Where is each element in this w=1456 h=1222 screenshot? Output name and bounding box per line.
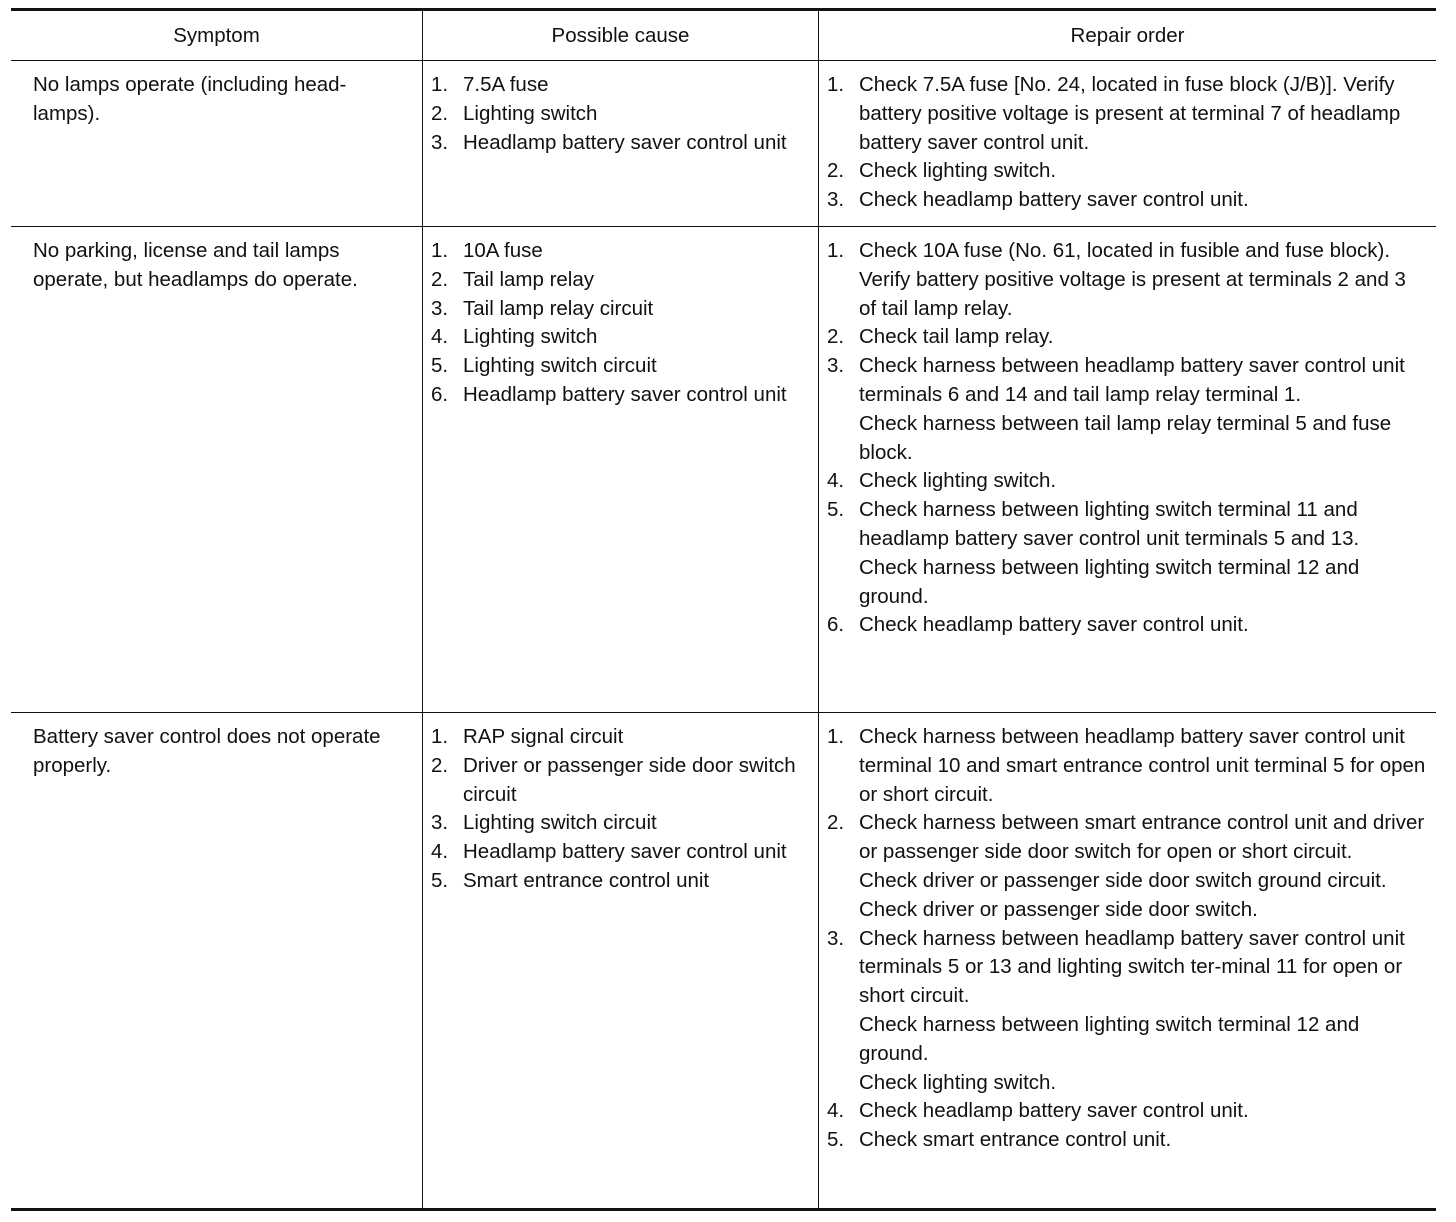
cause-item xyxy=(431,237,810,266)
item-number: 3. xyxy=(431,811,449,835)
cause-item xyxy=(431,266,810,295)
item-number: 4. xyxy=(431,325,449,349)
item-number: 1. xyxy=(827,73,845,96)
cause-item xyxy=(431,129,810,158)
repair-item xyxy=(827,71,1428,157)
item-text: Lighting switch xyxy=(463,325,598,349)
item-number: 3. xyxy=(431,296,449,320)
repair-cell xyxy=(819,227,1436,712)
repair-item xyxy=(827,1126,1428,1155)
item-number: 1. xyxy=(431,239,449,262)
item-number: 6. xyxy=(431,382,449,406)
item-continuation: Check harness between tail lamp relay terminal 5 and fuse block. xyxy=(859,411,1392,464)
item-text: Lighting switch circuit xyxy=(463,811,657,835)
item-number: 4. xyxy=(827,1099,845,1123)
item-number: 5. xyxy=(431,354,449,378)
item-text: Smart entrance control unit xyxy=(463,868,710,892)
item-number: 2. xyxy=(827,325,845,349)
cause-item xyxy=(431,295,810,324)
cause-item xyxy=(431,100,810,129)
item-number: 4. xyxy=(431,840,449,864)
item-text: RAP signal circuit xyxy=(463,725,624,748)
header-symptom: Symptom xyxy=(11,11,423,60)
repair-item xyxy=(827,496,1428,611)
repair-cell xyxy=(819,713,1436,1208)
table-row xyxy=(11,61,1436,227)
symptom-cell: No lamps operate (including head-lamps). xyxy=(11,61,423,226)
item-number: 2. xyxy=(431,101,449,125)
repair-item xyxy=(827,723,1428,809)
item-text: Check headlamp battery saver control unit. xyxy=(859,1099,1249,1123)
item-text: Check smart entrance control unit. xyxy=(859,1128,1172,1152)
repair-item xyxy=(827,611,1428,640)
item-continuation: Check driver or passenger side door switch. xyxy=(859,897,1258,921)
item-number: 2. xyxy=(827,811,845,835)
repair-item xyxy=(827,1097,1428,1126)
repair-item xyxy=(827,186,1428,215)
item-number: 5. xyxy=(827,1128,845,1152)
item-text: Check 10A fuse (No. 61, located in fusible and fuse block). Verify battery positive voltage is present at terminals 2 and 3 of tail lamp relay. xyxy=(859,239,1406,320)
item-number: 3. xyxy=(827,354,845,378)
cause-item xyxy=(431,723,810,752)
repair-item xyxy=(827,323,1428,352)
item-continuation: Check harness between lighting switch terminal 12 and ground. xyxy=(859,555,1360,608)
cause-item xyxy=(431,352,810,381)
repair-item xyxy=(827,352,1428,467)
header-repair-order: Repair order xyxy=(1070,24,1185,47)
item-text: Lighting switch xyxy=(463,101,598,125)
item-number: 1. xyxy=(827,239,845,262)
item-number: 2. xyxy=(431,753,449,777)
item-continuation: Check harness between lighting switch terminal 12 and ground. xyxy=(859,1012,1360,1065)
item-text: Check harness between headlamp battery saver control unit terminal 10 and smart entrance control unit terminal 5 for open or short circuit. xyxy=(859,725,1426,806)
item-number: 1. xyxy=(431,73,449,96)
item-number: 3. xyxy=(431,130,449,154)
header-possible-cause: Possible cause xyxy=(423,11,819,60)
item-number: 2. xyxy=(827,159,845,183)
item-text: Check harness between headlamp battery saver control unit terminals 5 or 13 and lighting switch ter-minal 11 for open or short circuit. xyxy=(859,926,1405,1008)
item-text: Check harness between smart entrance control unit and driver or passenger side door switch for open or short circuit. xyxy=(859,811,1425,864)
troubleshooting-table xyxy=(11,8,1436,1211)
item-number: 1. xyxy=(827,725,845,748)
table-row xyxy=(11,227,1436,713)
cause-item xyxy=(431,809,810,838)
item-number: 5. xyxy=(431,868,449,892)
item-number: 6. xyxy=(827,613,845,637)
item-number: 3. xyxy=(827,926,845,950)
repair-item xyxy=(827,237,1428,323)
repair-item xyxy=(827,925,1428,1098)
item-number: 3. xyxy=(827,188,845,212)
item-text: Check harness between lighting switch terminal 11 and headlamp battery saver control unit terminals 5 and 13. xyxy=(859,498,1360,550)
cause-cell xyxy=(423,713,819,1208)
repair-item xyxy=(827,157,1428,186)
item-continuation: Check lighting switch. xyxy=(859,1070,1057,1094)
item-text: Headlamp battery saver control unit xyxy=(463,130,787,154)
item-number: 1. xyxy=(431,725,449,748)
repair-cell xyxy=(819,61,1436,226)
table-row xyxy=(11,713,1436,1208)
cause-item xyxy=(431,752,810,810)
item-text: Headlamp battery saver control unit xyxy=(463,382,787,406)
item-text: Check tail lamp relay. xyxy=(859,325,1054,349)
item-text: 7.5A fuse xyxy=(463,73,549,96)
item-text: Tail lamp relay xyxy=(463,267,595,291)
item-text: 10A fuse xyxy=(463,239,543,262)
item-text: Check lighting switch. xyxy=(859,159,1057,183)
item-number: 2. xyxy=(431,267,449,291)
table-header-row xyxy=(11,11,1436,61)
item-text: Driver or passenger side door switch circuit xyxy=(463,753,796,806)
cause-item xyxy=(431,867,810,896)
item-text: Check harness between headlamp battery saver control unit terminals 6 and 14 and tail lamp relay terminal 1. xyxy=(859,354,1405,406)
cause-item xyxy=(431,71,810,100)
symptom-cell: Battery saver control does not operate properly. xyxy=(11,713,423,1208)
item-number: 5. xyxy=(827,498,845,522)
cause-item xyxy=(431,838,810,867)
item-text: Check 7.5A fuse [No. 24, located in fuse block (J/B)]. Verify battery positive voltage is present at terminal 7 of headlamp battery saver control unit. xyxy=(859,73,1401,154)
symptom-cell: No parking, license and tail lamps operate, but headlamps do operate. xyxy=(11,227,423,712)
item-continuation: Check driver or passenger side door switch ground circuit. xyxy=(859,868,1387,892)
cause-cell xyxy=(423,61,819,226)
item-text: Headlamp battery saver control unit xyxy=(463,840,787,864)
cause-cell xyxy=(423,227,819,712)
item-number: 4. xyxy=(827,469,845,493)
cause-item xyxy=(431,381,810,410)
item-text: Lighting switch circuit xyxy=(463,354,657,378)
item-text: Tail lamp relay circuit xyxy=(463,296,654,320)
cause-item xyxy=(431,323,810,352)
repair-item xyxy=(827,467,1428,496)
item-text: Check lighting switch. xyxy=(859,469,1057,493)
repair-item xyxy=(827,809,1428,924)
item-text: Check headlamp battery saver control unit. xyxy=(859,613,1249,637)
item-text: Check headlamp battery saver control unit. xyxy=(859,188,1249,212)
